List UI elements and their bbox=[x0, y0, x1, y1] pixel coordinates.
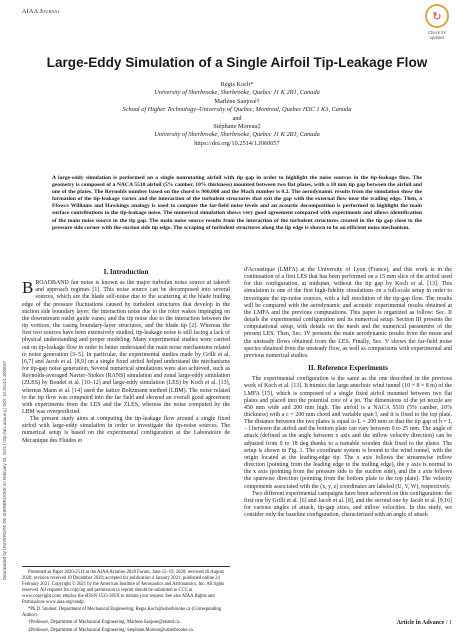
footnote: Presented as Paper 2020-2514 at the AIAA Aviation 2020 Forum, June 15–19, 2020; received 10 August 2020; revision received 10 December 2020; accepted for publication 4 January 2021; published online 24 February 2021. Copyright © 2021 by the American Institute of Aeronautics and Astronautics, Inc. All rights reserved. All requests for copying and permission to reprint should be submitted to CCC at www.copyright.com; employ the eISSN 1533-385X to initiate your request. See also AIAA Rights and Permissions www.aiaa.org/randp. bbox=[22, 570, 225, 605]
refresh-icon: ↻ bbox=[425, 4, 449, 28]
author-affiliation: University of Sherbrooke, Sherbrooke, Quebec J1 K 2R1, Canada bbox=[154, 131, 320, 139]
paper-title: Large-Eddy Simulation of a Single Airfoil Tip-Leakage Flow bbox=[46, 55, 428, 70]
check-for-updates-badge[interactable] bbox=[420, 4, 454, 42]
author-conjunction: and bbox=[232, 114, 242, 122]
intro-paragraph-1: BROADBAND fan noise is known as the major turbofan noise source at takeoff and approach regimes [1]. This noise source can be decomposed into several sources, which are the blade self-noise due to the scattering at the blade trailing edge of the pressure fluctuations caused by turbulent structures that develop in the suction side boundary layer; the interaction noise due to the rotor wakes impinging on the downstream outlet guide vanes; and the tip noise due to the interaction between the tip vortices, the casing boundary-layer structures, and the blade tip [2]. Whereas the first two sources have been extensively studied, tip-leakage noise is still facing a lack of physical understanding and proper modeling. Many experimental studies were carried out on tip-leakage flow in order to better understand the main noise mechanisms related to noise generation [3–5]. In particular, the experimental studies made by Grilli et al. [6,7] and Jacob et al. [8,9] on a single fixed airfoil helped understand the mechanisms for tip-gap noise generation. Several numerical simulations were also achieved, such as Reynolds-averaged Navier–Stokes (RANS) simulation and zonal large-eddy simulation (ZLES) by Boudet et al. [10–12] and large-eddy simulation (LES) by Koch et al. [13], whereas Mann et al. [14] used the lattice Boltzmann method (LBM). The noise related to the tip flow was computed into the far field and showed an overall good agreement with experiments from the LES and the ZLES, whereas the noise computed by the LBM was overpredicted. bbox=[22, 278, 230, 415]
page-number: 1 bbox=[449, 620, 452, 626]
page-footer bbox=[22, 620, 452, 626]
drop-cap: B bbox=[22, 278, 34, 298]
author-affiliation: University of Sherbrooke, Sherbrooke, Quebec J1 K 2R1, Canada bbox=[154, 89, 320, 97]
section-heading-reference-experiments: II. Reference Experiments bbox=[308, 364, 388, 373]
reference-paragraph-1: The experimental configuration is the same as the one described in the previous work of Koch et al. [13]. It mimics the large anechoic wind tunnel (10 × 8 × 8 m) of the LMFA [15], which is composed of a single fixed airfoil mounted between two flat plates and placed into the potential core of a jet. The dimensions of the jet nozzle are 450 mm wide and 200 mm high. The airfoil is a NACA 5510 (5% camber, 10% thickness) with a c = 200 mm chord and variable span l, and it is fixed to the top plate. The distance between the two plates is equal to L = 200 mm so that the tip gap of h = L − l between the airfoil and the bottom plate can vary between 0 to 25 mm. The angle of attack (defined as the angle between x axis and the inflow velocity direction) can be adjusted from 0 to 18 deg thanks to a turnable wooden disk fixed to the plates. The setup is shown in Fig. 1. The coordinate system is bound to the wind tunnel, with the origin located at the leading-edge tip. The x axis follows the streamwise inflow direction (pointing from the leading edge to the trailing edge), the y axis is normal to the x axis (pointing from the pressure side to the suction side), and the z axis follows the spanwise direction (pointing from the bottom plate to the top plate). The velocity components associated with the (x, y, z) coordinates are labeled (U, V, W), respectively. bbox=[244, 376, 452, 490]
author-name: Stéphane Moreau‡ bbox=[213, 123, 261, 131]
footnote: ‡Professor, Department of Mechanical Engineering; Stephane.Moreau@usherbrooke.ca. bbox=[28, 627, 194, 633]
footer-label: Article in Advance bbox=[396, 620, 445, 626]
intro-paragraph-3: d'Acoustique (LMFA) at the University of Lyon (France), and this work is in the continuation of a first LES that has been performed on a 15 mm slice of the airfoil used for this configuration, at midspan, without the tip gap by Koch et al. [13]. This simulation is one of the first high-fidelity simulations on a full-scale setup in order to investigate the tip-noise sources, with a full resolution of the tip-gap flow. The results will be compared with the aerodynamic and acoustic experimental results obtained at the LMFA and the previous computations. This paper is organized as follow: Sec. II details the experimental configuration and its numerical setup. Section III presents the computational setup, with details on the mesh and the numerical parameters of the present LES. Then, Sec. IV presents the main aerodynamic results from the mean and the unsteady flows obtained from the LES. Finally, Sec. V shows the far-field noise spectra obtained from the unsteady flow, as well as comparisons with experimental and previous numerical studies. bbox=[244, 267, 452, 359]
section-heading-introduction: I. Introduction bbox=[103, 268, 149, 276]
intro-paragraph-2: The present study aims at computing the tip-leakage flow around a single fixed airfoil with large-eddy simulation in order to investigate the tip-noise sources. The numerical setup is based on the experimental configuration at the Laboratoire de Mécanique des Fluides et bbox=[22, 416, 230, 444]
author-name: Marlène Sanjosé† bbox=[214, 97, 260, 105]
left-column bbox=[22, 267, 230, 445]
doi-link[interactable]: https://doi.org/10.2514/1.J060057 bbox=[194, 139, 280, 147]
author-name: Régis Koch* bbox=[220, 81, 254, 88]
abstract: A large-eddy simulation is performed on a single nonrotating airfoil with tip gap in order to highlight the noise sources in the tip-leakage flow. The geometry is composed of a NACA 5510 airfoil (5% camber, 10% thickness) mounted between two flat plates, with a 10 mm tip gap between the airfoil and one of the plates. The Reynolds number based on the chord is 960,000 and the Mach number is 0.2. The aerodynamic results from the simulation show the formation of the tip-leakage vortex and the interaction of the turbulent structures that exit the gap with the external flow near the trailing edge. Then, a Ffowcs Williams and Hawkings analogy is used to compute the far-field noise levels and an acoustic decomposition is performed to highlight the main surface contributions to the tip-leakage noise. The numerical simulation shows very good agreement compared with experiments and allows identification of the main noise source in the tip gap. The main noise source results from the interaction of the turbulent structures created in the tip gap close to the pressure side corner with the suction side tip edge. The scraping of turbulent structures along the tip edge is shown to be an efficient noise mechanism. bbox=[52, 175, 422, 231]
author-block bbox=[22, 81, 452, 148]
author-affiliation: School of Higher Technology–University of Quebec, Montreal, Quebec H3C 1 K3, Canada bbox=[122, 106, 352, 114]
footnote: *Ph.D. Student, Department of Mechanical Engineering; Regis.Koch@usherbrooke.ca (Corresponding Author). bbox=[22, 606, 222, 618]
journal-name: AIAA Journal bbox=[22, 8, 61, 15]
check-updates-line1: Check for bbox=[428, 30, 446, 35]
reference-paragraph-2: Two different experimental campaigns have been achieved on this configuration: the first one by Grilli et al. [6] and Jacob et al. [8], and the second one by Jacob et al. [9,16] for various angles of attack, tip-gap sizes, and inflow velocities. In this study, we consider only the baseline configuration, characterized with an angle of attack bbox=[244, 490, 452, 519]
right-column bbox=[244, 267, 452, 519]
footnote: †Professor, Department of Mechanical Engineering; Marlene.Sanjose@etsmtl.ca. bbox=[28, 620, 181, 626]
footer-separator: / bbox=[445, 620, 448, 626]
check-updates-line2: updates bbox=[429, 35, 445, 40]
download-watermark: Downloaded by UNIVERSITE DE SHERBROOKE on February 25, 2021 | http://arc.aiaa.org | DOI: 10.2514/1.J060057 bbox=[2, 360, 7, 580]
